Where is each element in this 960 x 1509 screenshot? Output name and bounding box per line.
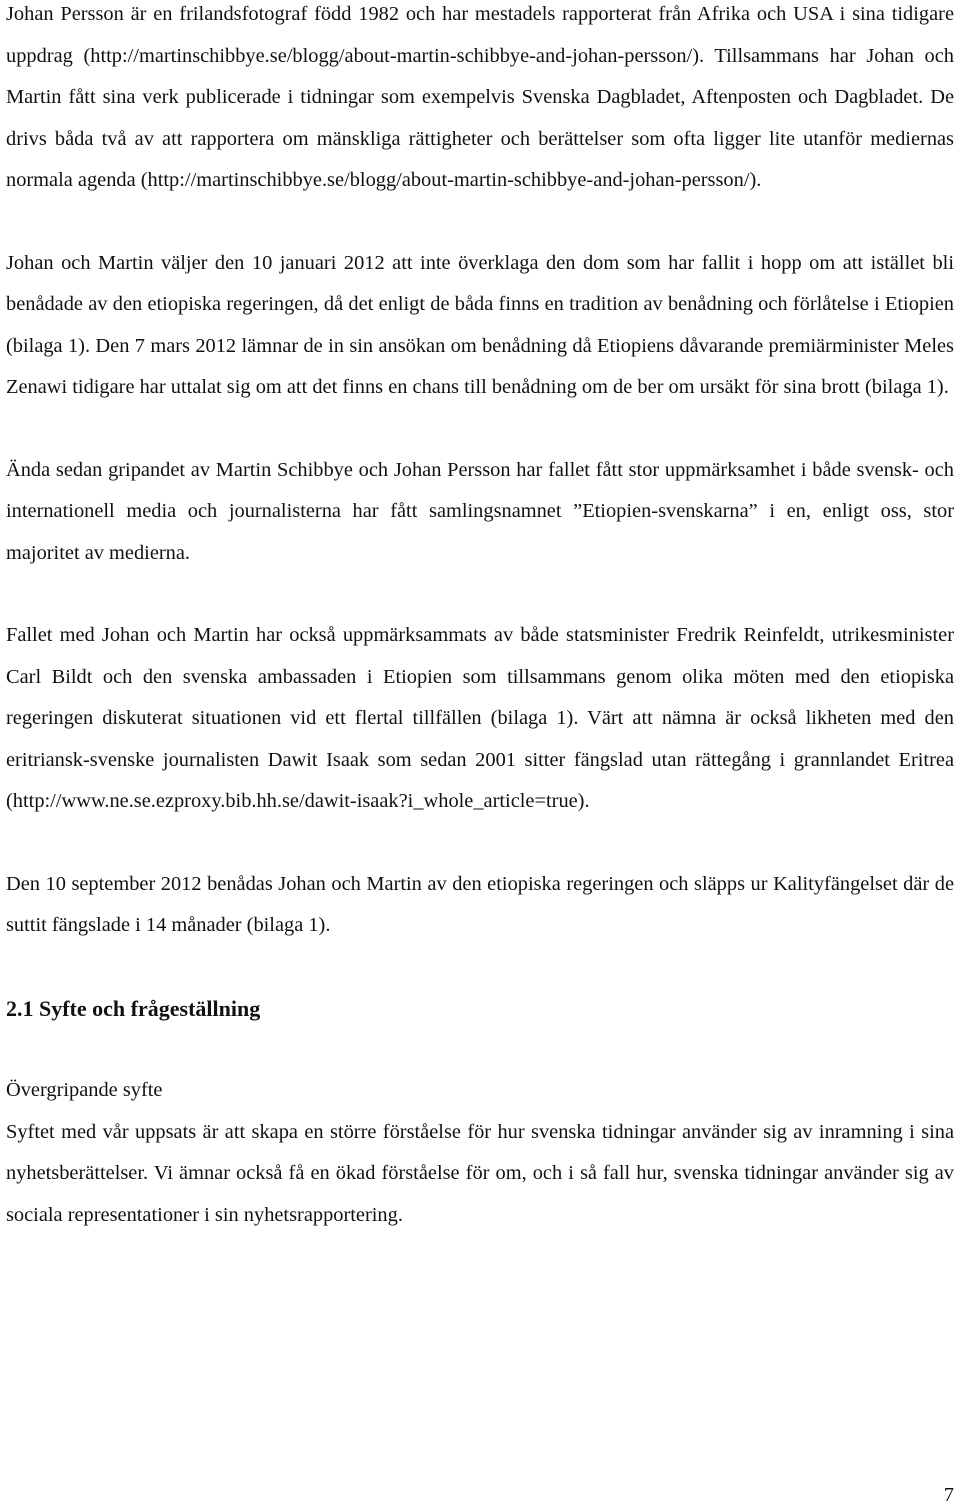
subheading: Övergripande syfte xyxy=(6,1079,163,1101)
paragraph-political-attention: Fallet med Johan och Martin har också uppmärksammats av både statsminister Fredrik Reinfeldt, utrikesminister Carl Bildt och den svenska ambassaden i Etiopien som tillsammans genom olika möten med den etiopiska regeringen diskuterat situationen vid ett flertal tillfällen (bilaga 1). Värt att nämna är också likheten med den eritriansk-svenske journalisten Dawit Isaak som sedan 2001 sitter fängslad utan rättegång i grannlandet Eritrea (http://www.ne.se.ezproxy.bib.hh.se/dawit-isaak?i_whole_article=true). xyxy=(6,624,954,812)
paragraph-photographer-bio: Johan Persson är en frilandsfotograf född 1982 och har mestadels rapporterat från Afrika och USA i sina tidigare uppdrag (http://martinschibbye.se/blogg/about-martin-schibbye-and-johan-persson/). Tillsammans har Johan och Martin fått sina verk publicerade i tidningar som exempelvis Svenska Dagbladet, Aftenposten och Dagbladet. De drivs båda två av att rapportera om mänskliga rättigheter och berättelser som ofta ligger lite utanför mediernas normala agenda (http://martinschibbye.se/blogg/about-martin-schibbye-and-johan-persson/). xyxy=(6,3,954,191)
document-page xyxy=(6,0,954,1236)
paragraph-release: Den 10 september 2012 benådas Johan och Martin av den etiopiska regeringen och släpps ur Kalityfängelset där de suttit fängslade i 14 månader (bilaga 1). xyxy=(6,872,954,936)
paragraph-pardon-request: Johan och Martin väljer den 10 januari 2012 att inte överklaga den dom som har fallit i hopp om att istället bli benådade av den etiopiska regeringen, då det enligt de båda finns en tradition av benådning och förlåtelse i Etiopien (bilaga 1). Den 7 mars 2012 lämnar de in sin ansökan om benådning då Etiopiens dåvarande premiärminister Meles Zenawi tidigare har uttalat sig om att det finns en chans till benådning om de ber om ursäkt för sina brott (bilaga 1). xyxy=(6,251,954,398)
paragraph-media-attention: Ända sedan gripandet av Martin Schibbye och Johan Persson har fallet fått stor uppmärksamhet i både svensk- och internationell media och journalisterna har fått samlingsnamnet ”Etiopien-svenskarna” i en, enligt oss, stor majoritet av medierna. xyxy=(6,458,954,564)
section-heading: 2.1 Syfte och frågeställning xyxy=(6,995,261,1021)
paragraph-purpose: Syftet med vår uppsats är att skapa en större förståelse för hur svenska tidningar använder sig av inramning i sina nyhetsberättelser. Vi ämnar också få en ökad förståelse för om, och i så fall hur, svenska tidningar använder sig av sociala representationer i sin nyhetsrapportering. xyxy=(6,1120,954,1226)
page-number: 7 xyxy=(943,1484,954,1506)
